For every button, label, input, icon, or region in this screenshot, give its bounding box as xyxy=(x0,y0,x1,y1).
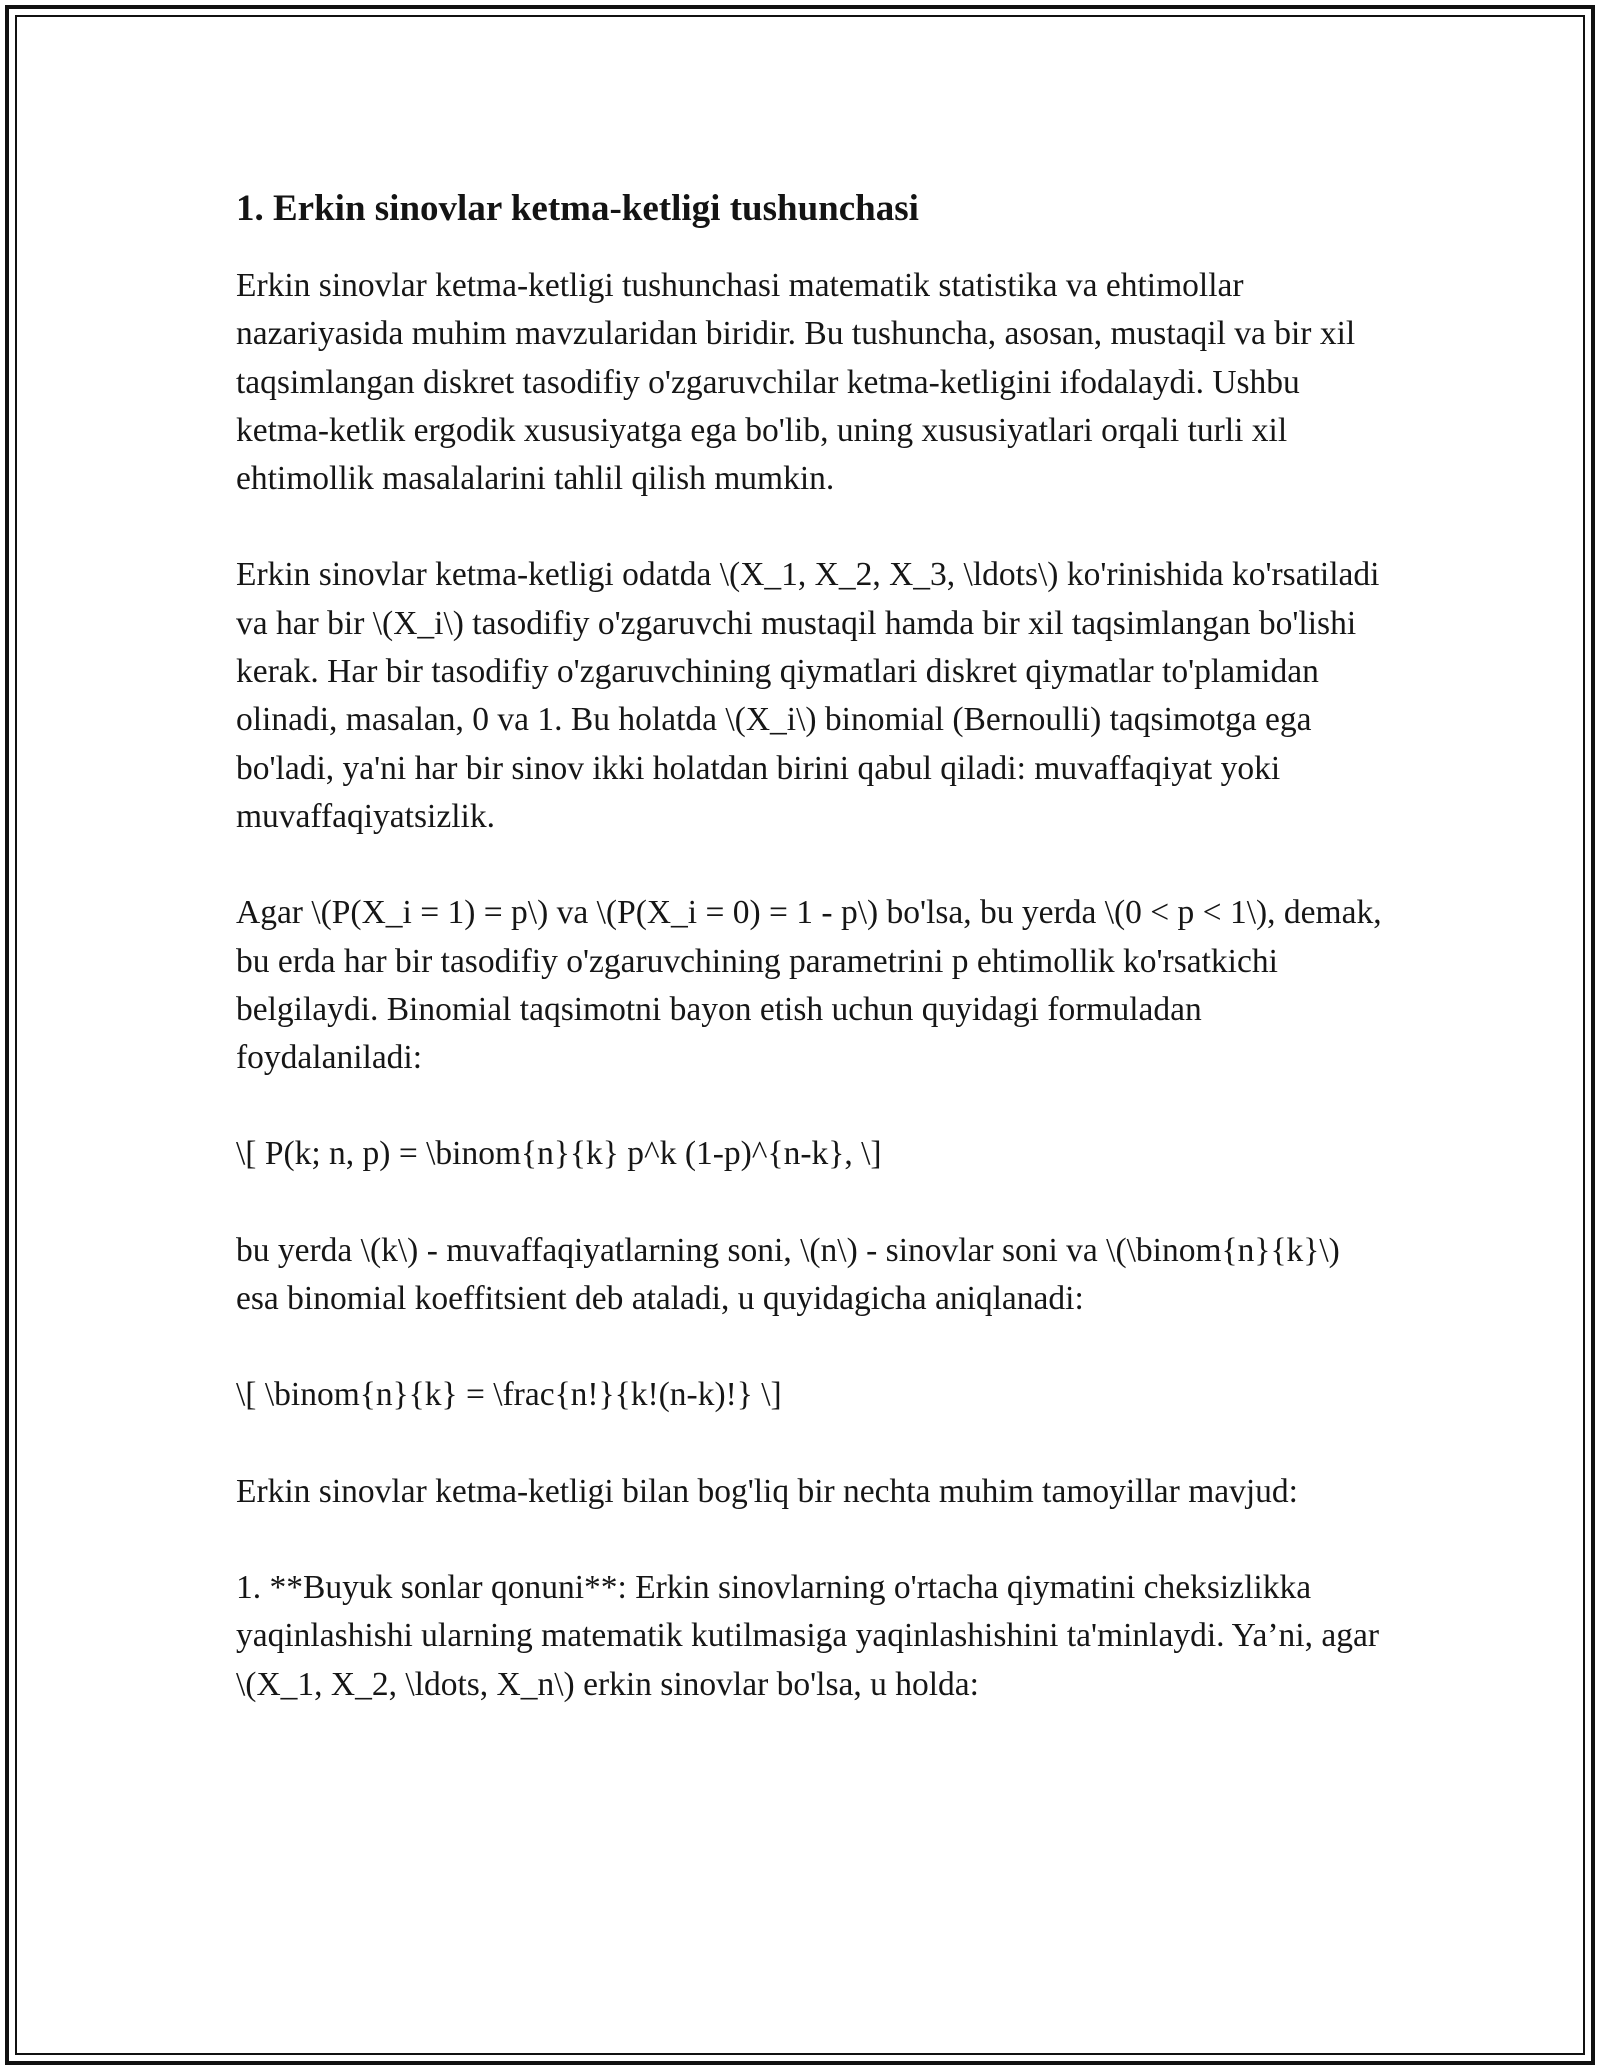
formula-binomial-distribution: \[ P(k; n, p) = \binom{n}{k} p^k (1-p)^{n-k}, \] xyxy=(236,1135,882,1173)
section-heading: 1. Erkin sinovlar ketma-ketligi tushunchasi xyxy=(236,188,919,229)
list-item-law-of-large-numbers: 1. **Buyuk sonlar qonuni**: Erkin sinovlarning o'rtacha qiymatini cheksizlikka yaqinlashishi ularning matematik kutilmasiga yaqinlashishini ta'minlaydi. Ya’ni, agar \(X_1, X_2, \ldots, X_n\) erkin sinovlar bo'lsa, u holda: xyxy=(236,1568,1379,1703)
formula-binomial-coefficient: \[ \binom{n}{k} = \frac{n!}{k!(n-k)!} \] xyxy=(236,1376,782,1414)
document-body xyxy=(236,186,1386,1757)
paragraph-principles-intro: Erkin sinovlar ketma-ketligi bilan bog'liq bir nechta muhim tamoyillar mavjud: xyxy=(236,1472,1298,1510)
paragraph-intro: Erkin sinovlar ketma-ketligi tushunchasi matematik statistika va ehtimollar nazariyasida muhim mavzularidan biridir. Bu tushuncha, asosan, mustaqil va bir xil taqsimlangan diskret tasodifiy o'zgaruvchilar ketma-ketligini ifodalaydi. Ushbu ketma-ketlik ergodik xususiyatga ega bo'lib, uning xususiyatlari orqali turli xil ehtimollik masalalarini tahlil qilish mumkin. xyxy=(236,267,1356,498)
paragraph-sequence-definition: Erkin sinovlar ketma-ketligi odatda \(X_1, X_2, X_3, \ldots\) ko'rinishida ko'rsatiladi va har bir \(X_i\) tasodifiy o'zgaruvchi mustaqil hamda bir xil taqsimlangan bo'lishi kerak. Har bir tasodifiy o'zgaruvchining qiymatlari diskret qiymatlar to'plamidan olinadi, masalan, 0 va 1. Bu holatda \(X_i\) binomial (Bernoulli) taqsimotga ega bo'ladi, ya'ni har bir sinov ikki holatdan birini qabul qiladi: muvaffaqiyat yoki muvaffaqiyatsizlik. xyxy=(236,556,1380,835)
paragraph-probability-parameter: Agar \(P(X_i = 1) = p\) va \(P(X_i = 0) = 1 - p\) bo'lsa, bu yerda \(0 < p < 1\), demak, bu erda har bir tasodifiy o'zgaruvchining parametrini p ehtimollik ko'rsatkichi belgilaydi. Binomial taqsimotni bayon etish uchun quyidagi formuladan foydalaniladi: xyxy=(236,894,1382,1077)
paragraph-formula-explanation: bu yerda \(k\) - muvaffaqiyatlarning soni, \(n\) - sinovlar soni va \(\binom{n}{k}\) esa binomial koeffitsient deb ataladi, u quyidagicha aniqlanadi: xyxy=(236,1231,1340,1318)
